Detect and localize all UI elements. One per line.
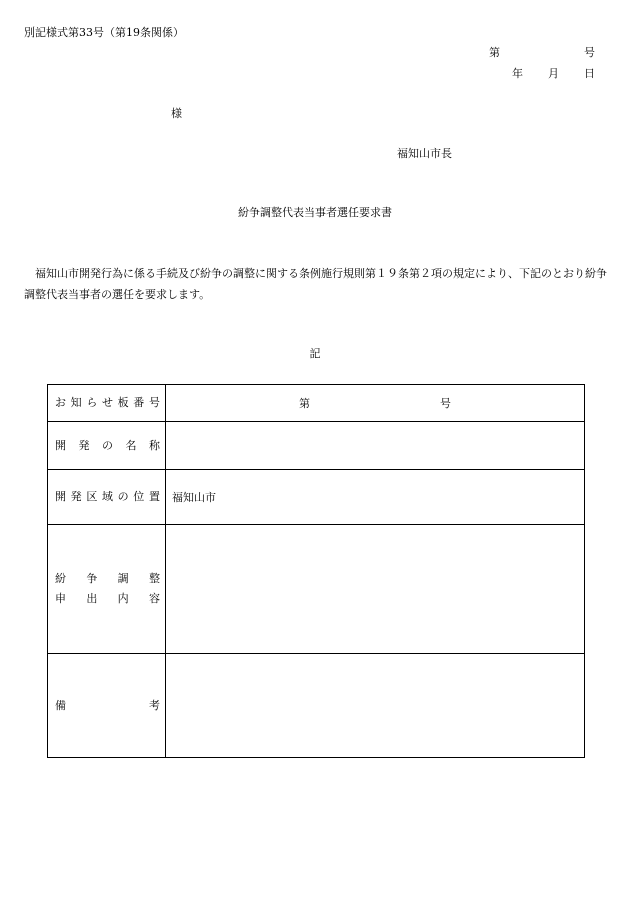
field-dispute-content[interactable] <box>166 525 585 654</box>
label-chars: 備 考 <box>55 698 160 712</box>
table-row-dispute-content <box>48 525 585 654</box>
label-chars: 開 発 の 名 称 <box>55 438 160 452</box>
label-development-location <box>48 470 166 525</box>
label-dispute-content <box>48 525 166 654</box>
field-development-name[interactable] <box>166 422 585 470</box>
date-month: 月 <box>548 67 559 80</box>
document-title: 紛争調整代表当事者選任要求書 <box>238 206 392 219</box>
location-value: 福知山市 <box>172 491 216 504</box>
label-development-name <box>48 422 166 470</box>
label-remarks <box>48 654 166 758</box>
field-notice-board-number[interactable] <box>166 385 585 422</box>
table-row-development-location <box>48 470 585 525</box>
body-text <box>24 263 610 305</box>
request-form-table <box>47 384 585 758</box>
table-row-notice-board-number <box>48 385 585 422</box>
issuer-name: 福知山市長 <box>397 147 452 160</box>
addressee-honorific: 様 <box>171 107 182 120</box>
number-prefix: 第 <box>489 46 500 59</box>
ki-heading: 記 <box>309 347 321 360</box>
field-remarks[interactable] <box>166 654 585 758</box>
label-chars-line2: 申 出 内 容 <box>55 592 160 605</box>
label-chars: お 知 ら せ 板 番 号 <box>55 396 160 409</box>
body-paragraph: 福知山市開発行為に係る手続及び紛争の調整に関する条例施行規則第１９条第２項の規定により、下記のとおり紛争調整代表当事者の選任を要求します。 <box>24 267 607 301</box>
label-chars: 開 発 区 域 の 位 置 <box>55 490 160 503</box>
field-development-location[interactable] <box>166 470 585 525</box>
table-row-development-name <box>48 422 585 470</box>
table-row-remarks <box>48 654 585 758</box>
form-id: 別記様式第33号（第19条関係） <box>24 26 184 39</box>
label-chars-line1: 紛 争 調 整 <box>55 572 160 585</box>
board-number-suffix: 号 <box>440 397 451 410</box>
date-day: 日 <box>584 67 595 80</box>
date-year: 年 <box>512 67 523 80</box>
label-notice-board-number <box>48 385 166 422</box>
board-number-prefix: 第 <box>299 397 310 410</box>
number-suffix: 号 <box>584 46 595 59</box>
